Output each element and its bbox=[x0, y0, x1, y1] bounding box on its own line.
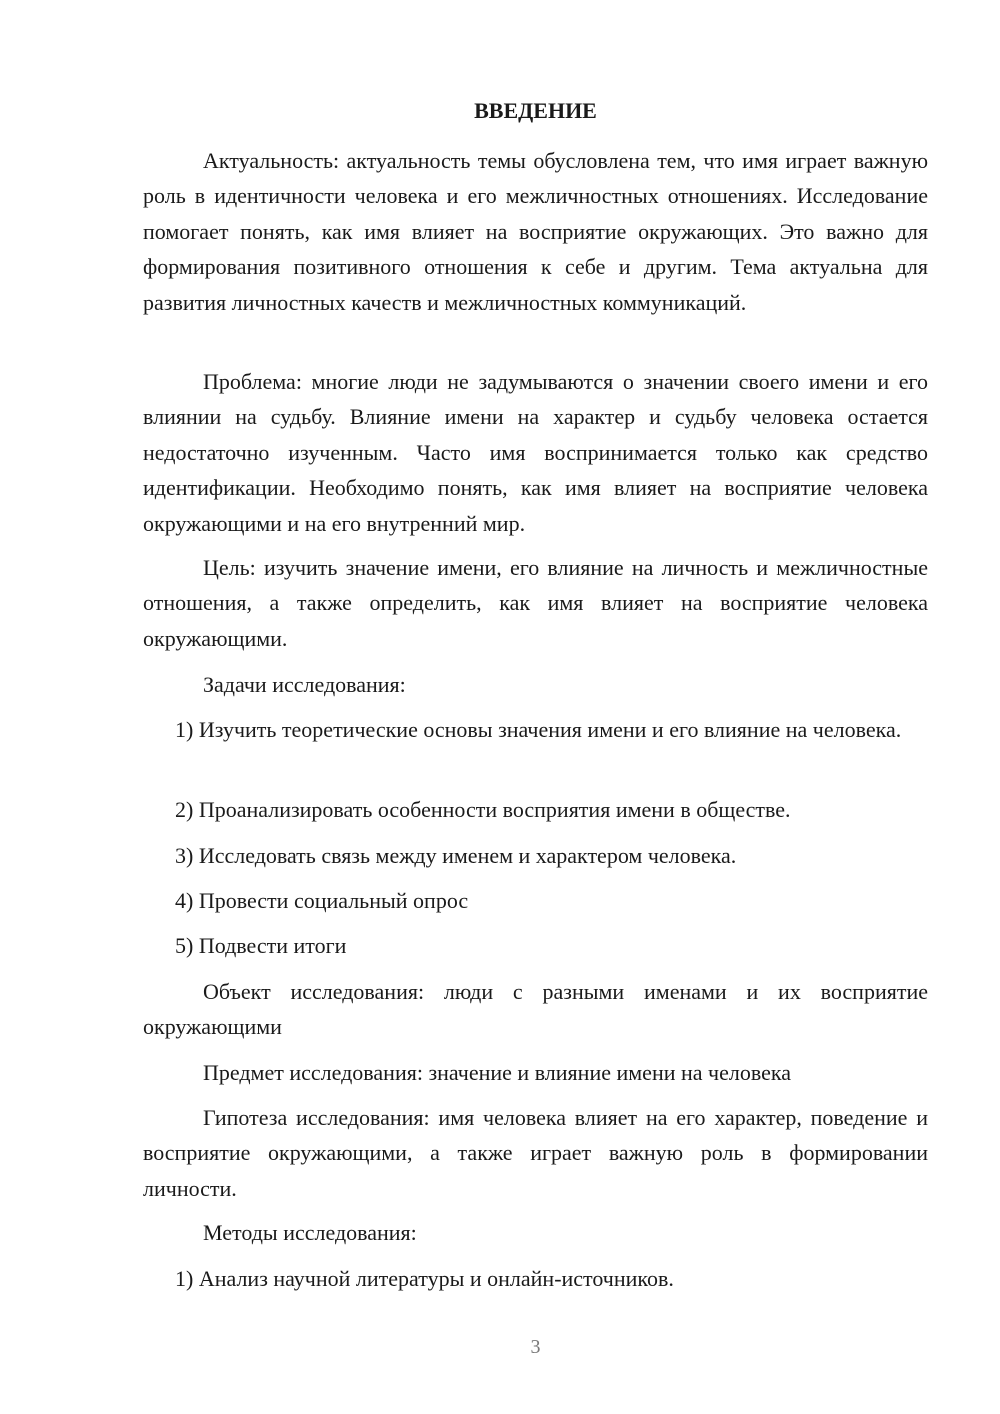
page-number: 3 bbox=[530, 1336, 541, 1358]
document-page bbox=[143, 0, 928, 1414]
hypothesis-paragraph: Гипотеза исследования: имя человека влияет на его характер, поведение и восприятие окружающими, а также играет важную роль в формировании личности. bbox=[143, 1105, 928, 1201]
object-paragraph: Объект исследования: люди с разными именами и их восприятие окружающими bbox=[143, 979, 928, 1040]
page-title: ВВЕДЕНИЕ bbox=[474, 98, 597, 123]
task-item-2: 2) Проанализировать особенности восприятия имени в обществе. bbox=[175, 797, 791, 822]
task-item-3: 3) Исследовать связь между именем и характером человека. bbox=[175, 843, 737, 868]
goal-paragraph: Цель: изучить значение имени, его влияние на личность и межличностные отношения, а также определить, как имя влияет на восприятие человека окружающими. bbox=[143, 555, 928, 651]
task-item-1: 1) Изучить теоретические основы значения имени и его влияние на человека. bbox=[175, 717, 902, 742]
subject-paragraph: Предмет исследования: значение и влияние имени на человека bbox=[203, 1060, 791, 1085]
task-item-4: 4) Провести социальный опрос bbox=[175, 888, 469, 913]
task-item-5: 5) Подвести итоги bbox=[175, 933, 347, 958]
method-item-1: 1) Анализ научной литературы и онлайн-источников. bbox=[175, 1266, 674, 1291]
tasks-heading: Задачи исследования: bbox=[203, 672, 406, 697]
methods-heading: Методы исследования: bbox=[203, 1220, 417, 1245]
problem-paragraph: Проблема: многие люди не задумываются о значении своего имени и его влиянии на судьбу. Влияние имени на характер и судьбу человека остается недостаточно изученным. Часто имя воспринимается только как средство идентификации. Необходимо понять, как имя влияет на восприятие человека окружающими и на его внутренний мир. bbox=[143, 369, 928, 536]
relevance-paragraph: Актуальность: актуальность темы обусловлена тем, что имя играет важную роль в идентичности человека и его межличностных отношениях. Исследование помогает понять, как имя влияет на восприятие окружающих. Это важно для формирования позитивного отношения к себе и другим. Тема актуальна для развития личностных качеств и межличностных коммуникаций. bbox=[143, 148, 928, 315]
